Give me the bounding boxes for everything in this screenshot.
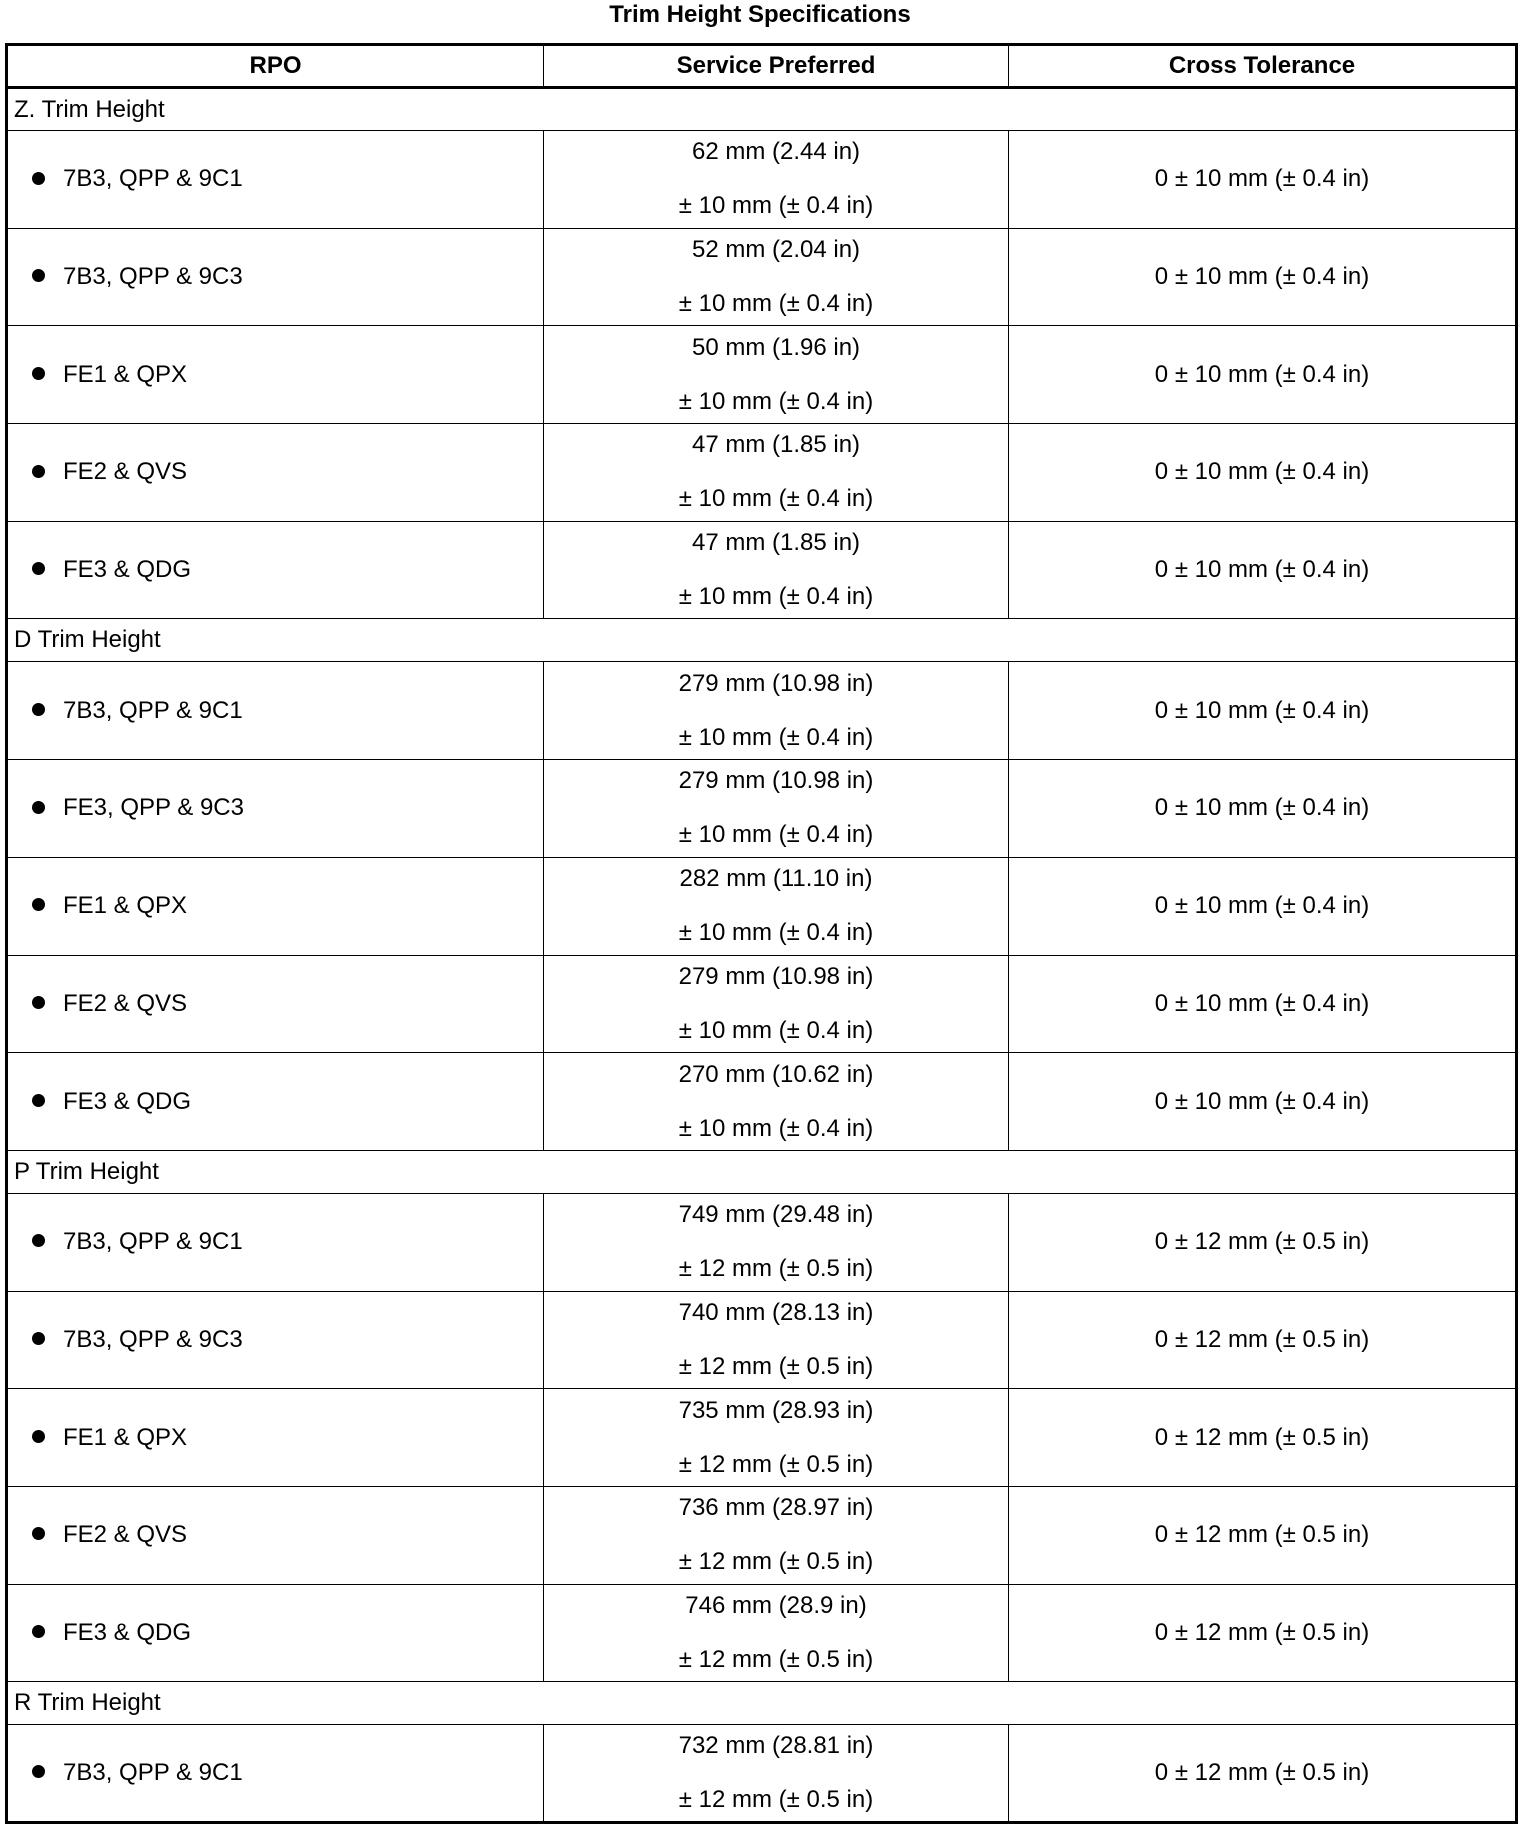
table-row (7, 955, 1517, 1053)
bullet-icon (32, 1765, 45, 1778)
rpo-text: FE2 & QVS (63, 458, 188, 486)
bullet-icon (32, 1430, 45, 1443)
rpo-cell (7, 1486, 544, 1584)
cross-tolerance-cell: 0 ± 10 mm (± 0.4 in) (1009, 326, 1517, 424)
rpo-text: FE2 & QVS (63, 1521, 188, 1549)
preferred-tolerance: ± 12 mm (± 0.5 in) (678, 1352, 874, 1380)
preferred-tolerance: ± 10 mm (± 0.4 in) (678, 192, 874, 220)
bullet-icon (32, 1527, 45, 1540)
preferred-tolerance: ± 10 mm (± 0.4 in) (678, 485, 874, 513)
rpo-text: FE3, QPP & 9C3 (63, 794, 244, 822)
column-header-rpo: RPO (7, 45, 544, 88)
bullet-icon (32, 367, 45, 380)
table-row (7, 1584, 1517, 1682)
preferred-tolerance: ± 10 mm (± 0.4 in) (678, 387, 874, 415)
preferred-tolerance: ± 10 mm (± 0.4 in) (678, 821, 874, 849)
service-preferred-cell (544, 1486, 1009, 1584)
section-label: Z. Trim Height (7, 88, 1517, 131)
rpo-cell (7, 1053, 544, 1151)
bullet-icon (32, 562, 45, 575)
bullet-icon (32, 269, 45, 282)
preferred-tolerance: ± 12 mm (± 0.5 in) (678, 1255, 874, 1283)
rpo-text: 7B3, QPP & 9C3 (63, 263, 243, 291)
section-label: R Trim Height (7, 1682, 1517, 1725)
preferred-value: 50 mm (1.96 in) (691, 333, 861, 361)
service-preferred-cell (544, 1291, 1009, 1389)
bullet-icon (32, 703, 45, 716)
cross-tolerance-cell: 0 ± 10 mm (± 0.4 in) (1009, 1053, 1517, 1151)
bullet-icon (32, 172, 45, 185)
service-preferred-cell (544, 1725, 1009, 1823)
preferred-value: 279 mm (10.98 in) (678, 669, 874, 697)
preferred-tolerance: ± 10 mm (± 0.4 in) (678, 919, 874, 947)
preferred-value: 62 mm (2.44 in) (691, 138, 861, 166)
rpo-cell (7, 760, 544, 858)
preferred-value: 47 mm (1.85 in) (691, 431, 861, 459)
section-label: D Trim Height (7, 619, 1517, 662)
section-row (7, 619, 1517, 662)
cross-tolerance-cell: 0 ± 10 mm (± 0.4 in) (1009, 955, 1517, 1053)
rpo-text: FE2 & QVS (63, 989, 188, 1017)
table-row (7, 424, 1517, 522)
rpo-cell (7, 857, 544, 955)
table-row (7, 1486, 1517, 1584)
preferred-tolerance: ± 10 mm (± 0.4 in) (678, 583, 874, 611)
preferred-tolerance: ± 10 mm (± 0.4 in) (678, 1114, 874, 1142)
preferred-value: 279 mm (10.98 in) (678, 962, 874, 990)
table-title: Trim Height Specifications (609, 1, 911, 28)
service-preferred-cell (544, 1053, 1009, 1151)
service-preferred-cell (544, 1193, 1009, 1291)
bullet-icon (32, 1094, 45, 1107)
cross-tolerance-cell: 0 ± 12 mm (± 0.5 in) (1009, 1291, 1517, 1389)
rpo-text: 7B3, QPP & 9C3 (63, 1325, 243, 1353)
service-preferred-cell (544, 424, 1009, 522)
preferred-value: 736 mm (28.97 in) (678, 1494, 874, 1522)
table-row (7, 326, 1517, 424)
preferred-value: 279 mm (10.98 in) (678, 767, 874, 795)
service-preferred-cell (544, 1389, 1009, 1487)
header-row (7, 45, 1517, 88)
rpo-cell (7, 955, 544, 1053)
preferred-value: 47 mm (1.85 in) (691, 529, 861, 557)
rpo-cell (7, 326, 544, 424)
service-preferred-cell (544, 1584, 1009, 1682)
preferred-value: 735 mm (28.93 in) (678, 1396, 874, 1424)
preferred-tolerance: ± 10 mm (± 0.4 in) (678, 290, 874, 318)
table-row (7, 521, 1517, 619)
trim-height-table (5, 43, 1518, 1824)
rpo-text: FE3 & QDG (63, 1087, 192, 1115)
rpo-cell (7, 1291, 544, 1389)
section-row (7, 1682, 1517, 1725)
service-preferred-cell (544, 326, 1009, 424)
service-preferred-cell (544, 760, 1009, 858)
preferred-value: 740 mm (28.13 in) (678, 1298, 874, 1326)
table-row (7, 760, 1517, 858)
bullet-icon (32, 1234, 45, 1247)
preferred-value: 282 mm (11.10 in) (679, 865, 873, 893)
preferred-value: 52 mm (2.04 in) (691, 236, 861, 264)
rpo-text: FE1 & QPX (63, 892, 188, 920)
column-header-service-preferred: Service Preferred (544, 45, 1009, 88)
section-label: P Trim Height (7, 1150, 1517, 1193)
cross-tolerance-cell: 0 ± 10 mm (± 0.4 in) (1009, 760, 1517, 858)
rpo-text: 7B3, QPP & 9C1 (63, 1228, 243, 1256)
cross-tolerance-cell: 0 ± 12 mm (± 0.5 in) (1009, 1193, 1517, 1291)
cross-tolerance-cell: 0 ± 10 mm (± 0.4 in) (1009, 424, 1517, 522)
bullet-icon (32, 898, 45, 911)
rpo-text: 7B3, QPP & 9C1 (63, 1759, 243, 1787)
cross-tolerance-cell: 0 ± 12 mm (± 0.5 in) (1009, 1389, 1517, 1487)
rpo-cell (7, 662, 544, 760)
table-row (7, 1389, 1517, 1487)
cross-tolerance-cell: 0 ± 10 mm (± 0.4 in) (1009, 131, 1517, 229)
cross-tolerance-cell: 0 ± 10 mm (± 0.4 in) (1009, 228, 1517, 326)
rpo-text: FE1 & QPX (63, 360, 188, 388)
rpo-text: FE3 & QDG (63, 556, 192, 584)
cross-tolerance-cell: 0 ± 10 mm (± 0.4 in) (1009, 521, 1517, 619)
table-row (7, 1291, 1517, 1389)
rpo-cell (7, 1193, 544, 1291)
rpo-text: 7B3, QPP & 9C1 (63, 165, 243, 193)
bullet-icon (32, 996, 45, 1009)
rpo-cell (7, 228, 544, 326)
cross-tolerance-cell: 0 ± 12 mm (± 0.5 in) (1009, 1584, 1517, 1682)
service-preferred-cell (544, 955, 1009, 1053)
service-preferred-cell (544, 131, 1009, 229)
service-preferred-cell (544, 228, 1009, 326)
section-row (7, 88, 1517, 131)
column-header-cross-tolerance: Cross Tolerance (1009, 45, 1517, 88)
table-row (7, 857, 1517, 955)
rpo-text: FE1 & QPX (63, 1423, 188, 1451)
preferred-tolerance: ± 12 mm (± 0.5 in) (678, 1645, 874, 1673)
cross-tolerance-cell: 0 ± 10 mm (± 0.4 in) (1009, 857, 1517, 955)
preferred-tolerance: ± 10 mm (± 0.4 in) (678, 723, 874, 751)
rpo-cell (7, 1584, 544, 1682)
bullet-icon (32, 465, 45, 478)
preferred-value: 746 mm (28.9 in) (685, 1591, 867, 1619)
service-preferred-cell (544, 857, 1009, 955)
cross-tolerance-cell: 0 ± 12 mm (± 0.5 in) (1009, 1486, 1517, 1584)
preferred-value: 749 mm (29.48 in) (678, 1201, 874, 1229)
service-preferred-cell (544, 662, 1009, 760)
service-preferred-cell (544, 521, 1009, 619)
bullet-icon (32, 1625, 45, 1638)
rpo-cell (7, 521, 544, 619)
bullet-icon (32, 1332, 45, 1345)
table-row (7, 1053, 1517, 1151)
table-row (7, 131, 1517, 229)
bullet-icon (32, 801, 45, 814)
preferred-tolerance: ± 12 mm (± 0.5 in) (678, 1450, 874, 1478)
table-body (7, 88, 1517, 1823)
cross-tolerance-cell: 0 ± 10 mm (± 0.4 in) (1009, 662, 1517, 760)
preferred-value: 732 mm (28.81 in) (678, 1732, 874, 1760)
cross-tolerance-cell: 0 ± 12 mm (± 0.5 in) (1009, 1725, 1517, 1823)
rpo-text: FE3 & QDG (63, 1618, 192, 1646)
table-row (7, 1725, 1517, 1823)
rpo-cell (7, 1389, 544, 1487)
table-row (7, 662, 1517, 760)
preferred-value: 270 mm (10.62 in) (678, 1060, 874, 1088)
rpo-cell (7, 1725, 544, 1823)
table-row (7, 228, 1517, 326)
rpo-cell (7, 424, 544, 522)
rpo-text: 7B3, QPP & 9C1 (63, 696, 243, 724)
preferred-tolerance: ± 10 mm (± 0.4 in) (678, 1016, 874, 1044)
preferred-tolerance: ± 12 mm (± 0.5 in) (678, 1786, 874, 1814)
preferred-tolerance: ± 12 mm (± 0.5 in) (678, 1548, 874, 1576)
section-row (7, 1150, 1517, 1193)
rpo-cell (7, 131, 544, 229)
table-row (7, 1193, 1517, 1291)
